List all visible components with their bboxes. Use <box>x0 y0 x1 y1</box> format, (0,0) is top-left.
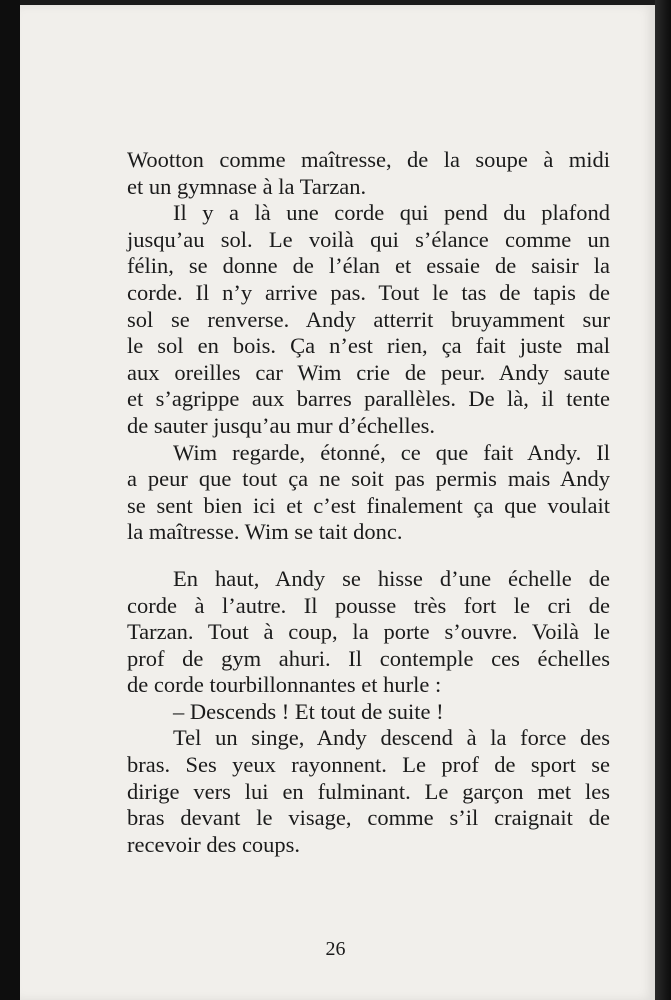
text-line: Wim regarde, étonné, ce que fait Andy. Il <box>173 439 610 465</box>
text-line: corde à l’autre. Il pousse très fort le cri de <box>127 592 610 618</box>
book-edge-right <box>655 0 671 1000</box>
text-line: – Descends ! Et tout de suite ! <box>173 698 444 724</box>
text-line: Tel un singe, Andy descend à la force des <box>173 725 610 751</box>
paragraph-2 <box>127 200 610 439</box>
text-line: a peur que tout ça ne soit pas permis mais Andy <box>127 466 610 492</box>
text-line: Il y a là une corde qui pend du plafond <box>173 200 610 226</box>
paragraph-6 <box>127 725 610 858</box>
paragraph-4 <box>127 566 610 699</box>
text-line: sol se renverse. Andy atterrit bruyamment sur <box>127 306 610 332</box>
text-line: et s’agrippe aux barres parallèles. De là, il tente <box>127 386 610 412</box>
book-gutter-left <box>0 0 20 1000</box>
text-line: aux oreilles car Wim crie de peur. Andy saute <box>127 359 610 385</box>
text-line: jusqu’au sol. Le voilà qui s’élance comme un <box>127 226 610 252</box>
text-line: prof de gym ahuri. Il contemple ces échelles <box>127 645 610 671</box>
paragraph-3 <box>127 440 610 546</box>
text-line: se sent bien ici et c’est finalement ça que voulait <box>127 492 610 518</box>
text-line: En haut, Andy se hisse d’une échelle de <box>173 565 610 591</box>
page-number: 26 <box>325 938 346 960</box>
text-line: le sol en bois. Ça n’est rien, ça fait juste mal <box>127 333 610 359</box>
page-text <box>127 147 610 858</box>
text-line: bras. Ses yeux rayonnent. Le prof de sport se <box>127 752 610 778</box>
text-line: la maîtresse. Wim se tait donc. <box>127 519 403 545</box>
text-line: corde. Il n’y arrive pas. Tout le tas de tapis de <box>127 279 610 305</box>
text-line: de corde tourbillonnantes et hurle : <box>127 672 442 698</box>
section-break <box>127 546 610 566</box>
text-line: Wootton comme maîtresse, de la soupe à midi <box>127 147 610 172</box>
text-line: et un gymnase à la Tarzan. <box>127 173 367 199</box>
text-line: recevoir des coups. <box>127 831 301 857</box>
text-line: dirige vers lui en fulminant. Le garçon met les <box>127 778 610 804</box>
paragraph-5-dialogue <box>127 699 610 726</box>
text-line: félin, se donne de l’élan et essaie de saisir la <box>127 253 610 279</box>
text-line: Tarzan. Tout à coup, la porte s’ouvre. Voilà le <box>127 619 610 645</box>
text-line: bras devant le visage, comme s’il craignait de <box>127 805 610 831</box>
text-line: de sauter jusqu’au mur d’échelles. <box>127 412 436 438</box>
paragraph-1 <box>127 147 610 200</box>
